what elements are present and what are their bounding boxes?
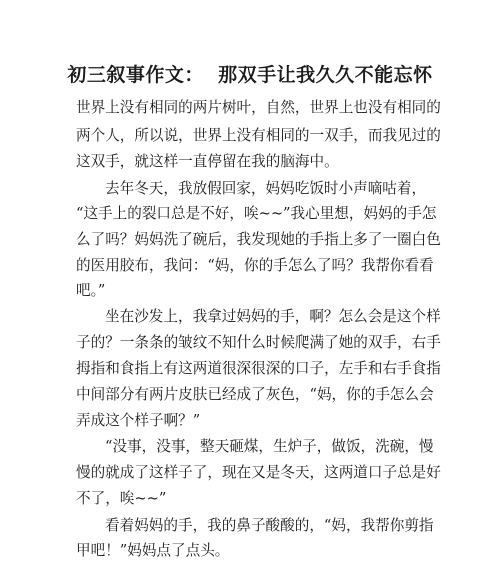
text-line: 弄成这个样子啊？” — [76, 412, 201, 429]
text-line: 子的？一条条的皱纹不知什么时候爬满了她的双手，右手 — [76, 334, 441, 351]
text-line: 坐在沙发上，我拿过妈妈的手，啊？怎么会是这个样 — [105, 308, 441, 325]
text-line: 吧。” — [76, 282, 106, 299]
text-line: 甲吧！”妈妈点了点头。 — [76, 542, 230, 559]
text-line: 不了，唉~~” — [76, 490, 167, 507]
text-line: 么了吗？妈妈洗了碗后，我发现她的手指上多了一圈白色 — [76, 231, 441, 248]
text-line: 看着妈妈的手，我的鼻子酸酸的，“妈，我帮你剪指 — [105, 517, 434, 534]
text-line: 去年冬天，我放假回家，妈妈吃饭时小声嘀咕着， — [105, 180, 427, 197]
text-line: 两个人，所以说，世界上没有相同的一双手，而我见过的 — [76, 127, 441, 144]
text-line: 世界上没有相同的两片树叶，自然，世界上也没有相同的 — [76, 99, 441, 116]
text-line: 慢的就成了这样子了，现在又是冬天，这两道口子总是好 — [76, 464, 441, 481]
text-line: “没事，没事，整天砸煤，生炉子，做饭，洗碗，慢 — [105, 438, 434, 455]
text-line: “这手上的裂口总是不好，唉~~”我心里想，妈妈的手怎 — [76, 205, 437, 222]
text-line: 拇指和食指上有这两道很深很深的口子，左手和右手食指 — [76, 360, 441, 377]
document-title: 初三叙事作文： 那双手让我久久不能忘怀 — [67, 64, 433, 86]
text-line: 中间部分有两片皮肤已经成了灰色，“妈，你的手怎么会 — [76, 386, 434, 403]
text-line: 的医用胶布，我问：“妈，你的手怎么了吗？我帮你看看 — [76, 257, 434, 274]
text-line: 这双手，就这样一直停留在我的脑海中。 — [76, 153, 339, 170]
